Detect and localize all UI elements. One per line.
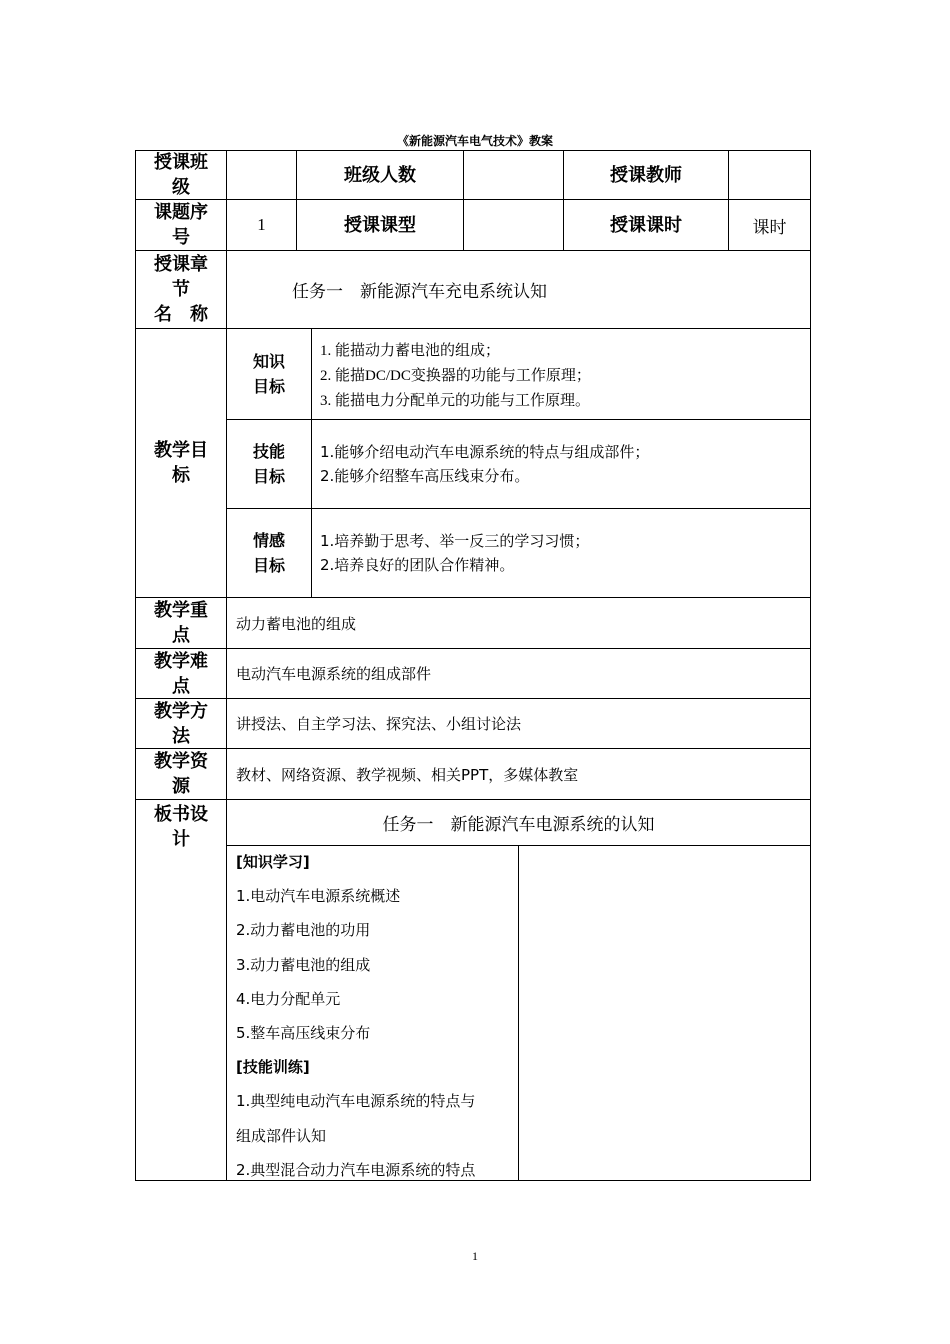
chapter-title: 任务一 新能源汽车充电系统认知	[292, 282, 547, 302]
list-item: 2.培养良好的团队合作精神。	[320, 556, 515, 574]
knowledge-goal-label	[227, 329, 311, 419]
chapter-label	[136, 251, 226, 328]
knowledge-goal-list	[320, 339, 591, 414]
list-item: 1.能够介绍电动汽车电源系统的特点与组成部件；	[320, 443, 650, 461]
skill-goal-label	[227, 420, 311, 508]
list-item: 4.电力分配单元	[236, 989, 341, 1008]
board-section-heading: [知识学习]	[236, 853, 310, 871]
row-divider	[226, 508, 811, 509]
list-item: 2. 能描DC/DC变换器的功能与工作原理；	[320, 368, 591, 384]
list-item: 3.动力蓄电池的组成	[236, 955, 371, 974]
key-point-value: 动力蓄电池的组成	[236, 614, 357, 633]
column-divider	[311, 328, 312, 598]
lesson-seq-label	[136, 200, 226, 250]
list-item: 2.典型混合动力汽车电源系统的特点	[236, 1160, 476, 1179]
difficulty-label-line2: 点	[172, 675, 190, 697]
difficulty-label	[136, 649, 226, 698]
emotion-goal-label-line1: 情感	[252, 531, 285, 550]
class-size-label: 班级人数	[344, 164, 416, 186]
board-label-line2: 计	[172, 829, 190, 850]
row-divider	[226, 419, 811, 420]
list-item: 2.动力蓄电池的功用	[236, 921, 371, 940]
objectives-label-line2: 标	[172, 465, 190, 486]
lesson-type-label: 授课课型	[344, 214, 416, 236]
class-label-line2: 级	[172, 177, 190, 198]
emotion-goal-label	[227, 509, 311, 597]
emotion-goal-list	[320, 529, 589, 577]
column-divider	[463, 150, 464, 251]
chapter-label-line1: 授课章	[154, 254, 208, 275]
list-item: 1.典型纯电动汽车电源系统的特点与	[236, 1092, 476, 1111]
resource-label-line2: 源	[172, 776, 190, 797]
skill-goal-list	[320, 440, 649, 488]
table-border-right	[810, 150, 811, 1181]
skill-goal-label-line2: 目标	[252, 467, 285, 486]
lesson-seq-label-line1: 课题序	[154, 202, 208, 223]
list-item: 1.电动汽车电源系统概述	[236, 887, 401, 906]
lesson-hours-value: 课时	[752, 217, 787, 238]
list-item: 1.培养勤于思考、举一反三的学习习惯；	[320, 532, 590, 550]
method-value: 讲授法、自主学习法、探究法、小组讨论法	[236, 715, 522, 733]
lesson-seq-label-line2: 号	[172, 227, 190, 248]
list-item: 5.整车高压线束分布	[236, 1024, 371, 1043]
key-point-label	[136, 598, 226, 648]
knowledge-goal-label-line1: 知识	[252, 352, 285, 371]
board-title: 任务一 新能源汽车电源系统的认知	[382, 815, 655, 835]
skill-goal-label-line1: 技能	[252, 442, 285, 461]
board-content-list	[236, 845, 475, 1187]
objectives-label-line1: 教学目	[154, 440, 208, 461]
chapter-label-line3: 名 称	[154, 304, 208, 325]
emotion-goal-label-line2: 目标	[252, 556, 285, 575]
column-divider	[226, 150, 227, 1181]
class-label-line1: 授课班	[154, 152, 208, 173]
difficulty-value: 电动汽车电源系统的组成部件	[236, 665, 432, 683]
knowledge-goal-label-line2: 目标	[252, 377, 285, 396]
lesson-hours-label: 授课课时	[610, 214, 682, 236]
list-item: 2.能够介绍整车高压线束分布。	[320, 467, 530, 485]
objectives-label	[136, 329, 226, 597]
document-title: 《新能源汽车电气技术》教案	[396, 134, 553, 148]
list-item: 组成部件认知	[236, 1126, 327, 1145]
key-point-label-line2: 点	[172, 625, 190, 646]
lesson-seq-value: 1	[257, 215, 266, 234]
board-section-heading: [技能训练]	[236, 1058, 310, 1077]
column-divider	[518, 845, 519, 1181]
difficulty-label-line1: 教学难	[154, 650, 208, 672]
resource-value: 教材、网络资源、教学视频、相关PPT，多媒体教室	[236, 765, 579, 784]
teacher-label: 授课教师	[610, 164, 682, 186]
list-item: 3. 能描电力分配单元的功能与工作原理。	[320, 393, 591, 409]
method-label-line2: 法	[172, 725, 190, 747]
class-label	[136, 151, 226, 199]
board-label	[136, 802, 226, 854]
method-label-line1: 教学方	[154, 700, 208, 722]
method-label	[136, 699, 226, 748]
page-number: 1	[472, 1249, 478, 1263]
chapter-label-line2: 节	[172, 279, 190, 300]
list-item: 1. 能描动力蓄电池的组成；	[320, 343, 501, 359]
board-label-line1: 板书设	[154, 804, 208, 825]
resource-label-line1: 教学资	[154, 751, 208, 772]
key-point-label-line1: 教学重	[154, 600, 208, 621]
resource-label	[136, 749, 226, 799]
